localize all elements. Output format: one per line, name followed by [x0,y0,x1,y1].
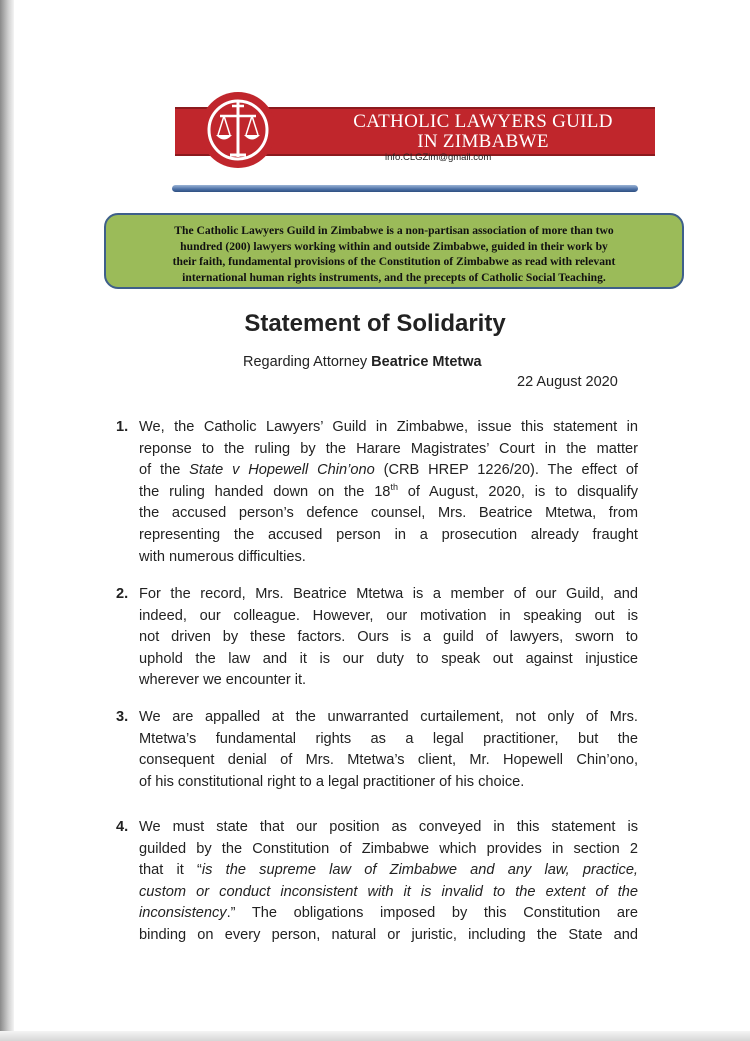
regarding-prefix: Regarding Attorney [243,354,372,370]
paragraph-text [139,707,638,793]
document-title: Statement of Solidarity [244,310,506,337]
text-line: binding on every person, natural or juristic, including the State and [139,926,638,943]
text-line: indeed, our colleague. However, our motivation in speaking out is [139,607,638,624]
mission-line: hundred (200) lawyers working within and outside Zimbabwe, guided in their work by [180,239,608,253]
paragraph-number: 4. [116,819,129,835]
text-line: inconsistency.” The obligations imposed by this Constitution are [139,905,638,922]
text-line: reponse to the ruling by the Harare Magistrates’ Court in the matter [139,440,638,457]
page-shadow-left [0,0,14,1041]
paragraph-2 [116,584,638,692]
regarding-name: Beatrice Mtetwa [371,354,482,370]
paragraph-text [139,817,638,947]
paragraph-3 [116,707,638,793]
text-line: We, the Catholic Lawyers’ Guild in Zimbabwe, issue this statement in [139,419,638,435]
text-line: with numerous difficulties. [139,548,306,565]
org-name [313,112,653,152]
ordinal-suffix: th [390,481,398,492]
text-line: not driven by these factors. Ours is a guild of lawyers, sworn to [139,629,638,646]
text-line: the accused person’s defence counsel, Mrs. Beatrice Mtetwa, from [139,505,638,522]
scales-of-justice-cross-icon [199,91,277,169]
text-line: We are appalled at the unwarranted curtailement, not only of Mrs. [139,709,638,725]
org-email: info.CLGZim@gmail.com [385,152,492,163]
italic-text: custom or conduct inconsistent with it is invalid to the extent of the [139,883,638,900]
mission-text [106,223,682,285]
mission-line: international human rights instruments, and the precepts of Catholic Social Teaching. [182,270,606,284]
paragraph-text [139,584,638,692]
mission-line: their faith, fundamental provisions of the Constitution of Zimbabwe as read with relevant [172,255,616,268]
regarding-line [243,354,482,370]
page-shadow-bottom [0,1031,750,1041]
header-divider-bar [172,185,638,192]
text-line: representing the accused person in a prosecution already fraught [139,526,638,543]
text-line: that it “is the supreme law of Zimbabwe and any law, practice, [139,862,638,879]
text-line: of his constitutional right to a legal practitioner of his choice. [139,773,525,790]
org-name-line1: CATHOLIC LAWYERS GUILD [353,111,613,132]
text-line: We must state that our position as conveyed in this statement is [139,819,638,835]
paragraph-number: 3. [116,709,129,725]
italic-text: State v Hopewell Chin’ono [189,462,375,479]
mission-line: The Catholic Lawyers Guild in Zimbabwe is a non-partisan association of more than two [174,224,614,237]
italic-text: is the supreme law of Zimbabwe and any law, practice, [201,862,638,879]
text-line: of the State v Hopewell Chin’ono (CRB HREP 1226/20). The effect of [139,462,638,479]
paragraph-number: 2. [116,586,129,602]
statement-date: 22 August 2020 [517,374,618,390]
org-name-line2: IN ZIMBABWE [417,131,549,152]
paragraph-number: 1. [116,419,129,435]
text-line: uphold the law and it is our duty to speak out against injustice [139,650,638,667]
paragraph-4 [116,817,638,947]
paragraph-text [139,417,638,568]
mission-box [104,213,684,289]
paragraph-1 [116,417,638,568]
text-line [139,882,638,904]
text-line: Mtetwa’s fundamental rights as a legal practitioner, but the [139,730,638,747]
text-line: the ruling handed down on the 18th of August, 2020, is to disqualify [139,481,638,500]
italic-text: inconsistency [139,905,227,922]
text-line: consequent denial of Mrs. Mtetwa’s client, Mr. Hopewell Chin’ono, [139,752,638,769]
text-line: For the record, Mrs. Beatrice Mtetwa is a member of our Guild, and [139,586,638,602]
text-line: wherever we encounter it. [139,672,307,689]
text-line: guilded by the Constitution of Zimbabwe which provides in section 2 [139,840,638,857]
